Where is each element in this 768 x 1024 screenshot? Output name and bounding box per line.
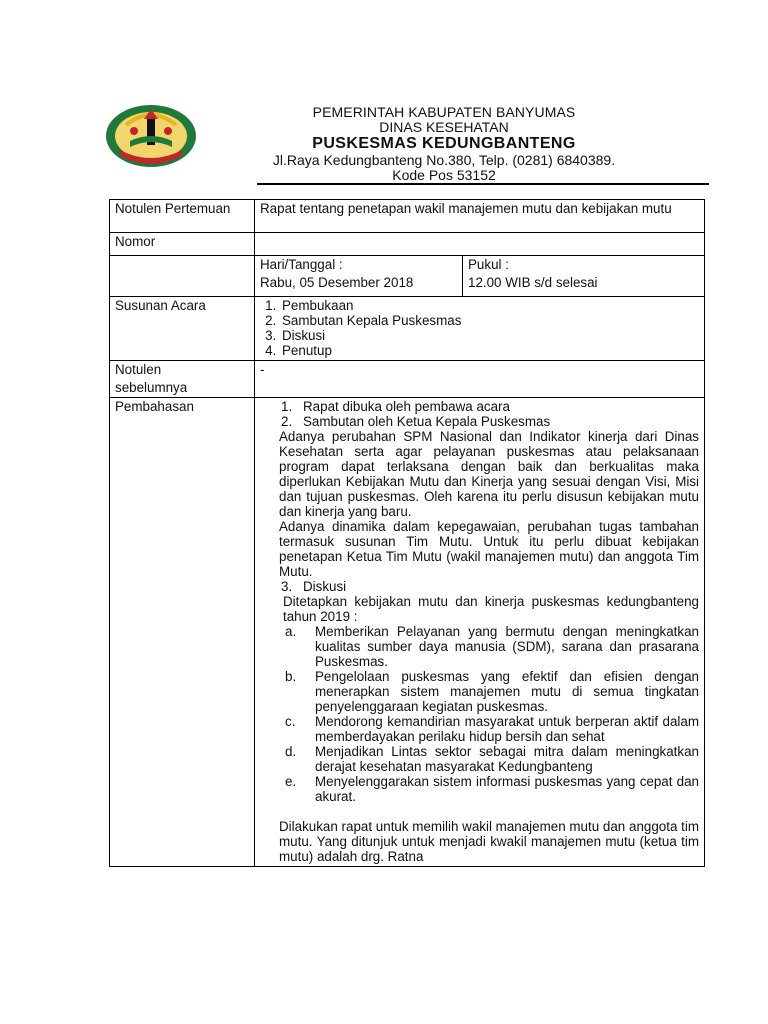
row-label-susunan-acara: Susunan Acara [110,297,255,361]
time-label: Pukul : [468,257,509,272]
item-text: Sambutan oleh Ketua Kepala Puskesmas [303,414,551,429]
item-text: Memberikan Pelayanan yang bermutu dengan meningkatkan kualitas sumber daya manusia (SDM), sarana dan prasarana Puskesmas. [315,624,699,669]
label-line: Notulen [115,362,162,377]
item-text: Diskusi [303,579,347,594]
list-item: 3. Diskusi [280,328,699,343]
agenda-cell [255,297,705,361]
item-text: Menyelenggarakan sistem informasi puskesmas yang cepat dan akurat. [315,774,699,804]
list-item [279,774,699,804]
list-item [279,579,699,594]
header-institution: PUSKESMAS KEDUNGBANTENG [312,135,576,152]
table-row [110,297,705,361]
table-row [110,233,705,256]
item-letter: e. [285,774,297,789]
item-text: Menjadikan Lintas sektor sebagai mitra dalam meningkatkan derajat kesehatan masyarakat Kedungbanteng [315,744,699,774]
list-item [279,399,699,414]
date-value: Rabu, 05 Desember 2018 [260,275,414,290]
item-letter: c. [285,714,296,729]
paragraph: Ditetapkan kebijakan mutu dan kinerja puskesmas kedungbanteng tahun 2019 : [283,594,699,624]
meeting-number [255,233,705,256]
item-number: 3. [281,579,293,594]
paragraph: Dilakukan rapat untuk memilih wakil manajemen mutu dan anggota tim mutu. Yang ditunjuk untuk menjadi kwakil manajemen mutu (ketua tim mutu) adalah drg. Ratna [279,819,699,864]
header-divider [257,183,709,185]
list-item [279,744,699,774]
date-label: Hari/Tanggal : [260,257,343,272]
list-item [279,414,699,429]
table-row [110,361,705,398]
paragraph: Adanya dinamika dalam kepegawaian, perubahan tugas tambahan termasuk susunan Tim Mutu. Untuk itu perlu dibuat kebijakan penetapan Ketua Tim Mutu (wakil manajemen mutu) dan anggota Tim Mutu. [279,519,699,579]
date-time-cell [255,256,705,297]
list-item [279,714,699,744]
paragraph: Adanya perubahan SPM Nasional dan Indikator kinerja dari Dinas Kesehatan serta agar pelayanan puskesmas atau pelaksanaan program dapat terlaksana dengan baik dan berkualitas maka diperlukan Kebijakan Mutu dan Kinerja yang sesuai dengan Visi, Misi dan tujuan puskesmas. Oleh karena itu perlu disusun kebijakan mutu dan kinerja yang baru. [279,429,699,519]
item-letter: b. [285,669,297,684]
letterhead [0,0,768,190]
header-department: DINAS KESEHATAN [379,119,509,135]
header-government: PEMERINTAH KABUPATEN BANYUMAS [312,104,576,120]
item-letter: a. [285,624,297,639]
discussion-cell [255,398,705,867]
row-label-empty [110,256,255,297]
time-block [463,256,603,296]
minutes-table [109,199,705,867]
row-label-nomor: Nomor [110,233,255,256]
list-item [279,669,699,714]
table-row [110,398,705,867]
spacer [279,804,699,819]
list-item: 1. Pembukaan [280,298,699,313]
table-row [110,256,705,297]
list-item: 4. Penutup [280,343,699,358]
table-row [110,200,705,233]
list-item [279,624,699,669]
previous-minutes-value: - [255,361,705,398]
header-postal-code: Kode Pos 53152 [392,167,496,183]
date-block [255,256,463,296]
agenda-list [260,298,699,358]
meeting-title: Rapat tentang penetapan wakil manajemen mutu dan kebijakan mutu [255,200,705,233]
item-letter: d. [285,744,297,759]
label-line: sebelumnya [115,380,188,395]
list-item: 2. Sambutan Kepala Puskesmas [280,313,699,328]
item-number: 1. [281,399,293,414]
item-text: Rapat dibuka oleh pembawa acara [303,399,510,414]
time-value: 12.00 WIB s/d selesai [468,275,598,290]
item-text: Mendorong kemandirian masyarakat untuk berperan aktif dalam memberdayakan perilaku hidup bersih dan sehat [315,714,699,744]
header-address: Jl.Raya Kedungbanteng No.380, Telp. (0281) 6840389. [272,152,616,168]
row-label-notulen-sebelumnya [110,361,255,398]
row-label-pembahasan: Pembahasan [110,398,255,867]
item-number: 2. [281,414,293,429]
item-text: Pengelolaan puskesmas yang efektif dan efisien dengan menerapkan sistem manajemen mutu di semua tingkatan penyelenggaraan kegiatan puskesmas. [315,669,699,714]
row-label-notulen-pertemuan: Notulen Pertemuan [110,200,255,233]
